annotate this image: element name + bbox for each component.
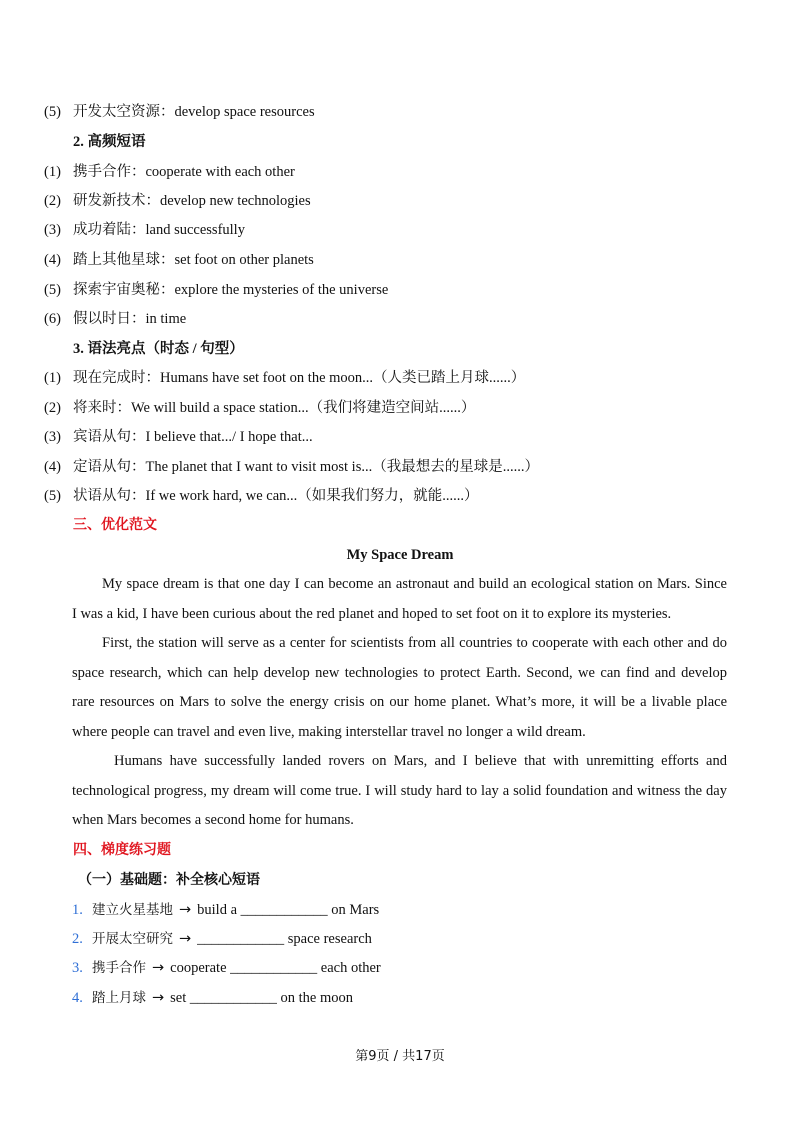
list-item: (1) 携手合作：cooperate with each other xyxy=(44,164,295,180)
list-item: (5) 状语从句：If we work hard, we can...（如果我们努力，就能......） xyxy=(44,488,479,504)
essay-line: Humans have successfully landed rovers on Mars, and I believe that with unremitting efforts and xyxy=(114,753,727,769)
list-item: (3) 宾语从句：I believe that.../ I hope that... xyxy=(44,429,313,445)
list-item: (5) 探索宇宙奥秘：explore the mysteries of the universe xyxy=(44,282,389,298)
arrow-right-icon: → xyxy=(179,902,192,918)
list-item: (3) 成功着陆：land successfully xyxy=(44,222,245,238)
list-item: (2) 将来时：We will build a space station...（我们将建造空间站......） xyxy=(44,400,476,416)
list-item: (6) 假以时日：in time xyxy=(44,311,187,327)
list-item: (1) 现在完成时：Humans have set foot on the moon...（人类已踏上月球......） xyxy=(44,370,526,386)
essay-title: My Space Dream xyxy=(346,547,454,563)
exercise-item: 3. 携手合作 → cooperate ____________ each other xyxy=(72,960,381,976)
arrow-right-icon: → xyxy=(152,990,165,1006)
arrow-right-icon: → xyxy=(179,931,192,947)
essay-line: First, the station will serve as a center for scientists from all countries to cooperate with each other and do xyxy=(102,635,727,651)
exercise-item: 2. 开展太空研究 → ____________ space research xyxy=(72,931,372,947)
essay-line: rare resources on Mars to solve the energy crisis on our home planet. What’s more, it will be a livable place xyxy=(72,694,727,710)
page-number-footer: 第9页 / 共17页 xyxy=(355,1049,445,1064)
section-heading-model-essay: 三、优化范文 xyxy=(73,517,157,533)
section-heading-grammar: 3. 语法亮点（时态 / 句型） xyxy=(73,341,244,357)
exercise-item: 4. 踏上月球 → set ____________ on the moon xyxy=(72,990,354,1006)
arrow-right-icon: → xyxy=(152,960,165,976)
exercise-sub-heading: （一）基础题：补全核心短语 xyxy=(78,872,260,888)
section-heading-phrases: 2. 高频短语 xyxy=(73,134,146,150)
list-item: (4) 定语从句：The planet that I want to visit most is...（我最想去的星球是......） xyxy=(44,459,539,475)
exercise-item: 1. 建立火星基地 → build a ____________ on Mars xyxy=(72,902,380,918)
essay-line: My space dream is that one day I can become an astronaut and build an ecological station on Mars. Since xyxy=(102,576,727,592)
essay-line: where people can travel and even live, making interstellar travel no longer a wild dream. xyxy=(72,724,586,740)
essay-line: technological progress, my dream will come true. I will study hard to lay a solid foundation and witness the day xyxy=(72,783,727,799)
list-item: (4) 踏上其他星球：set foot on other planets xyxy=(44,252,314,268)
essay-line: when Mars becomes a second home for humans. xyxy=(72,812,354,828)
section-heading-exercises: 四、梯度练习题 xyxy=(73,842,171,858)
list-item: (2) 研发新技术：develop new technologies xyxy=(44,193,311,209)
list-item: (5) 开发太空资源：develop space resources xyxy=(44,104,315,120)
essay-line: I was a kid, I have been curious about the red planet and hoped to set foot on it to explore its mysteries. xyxy=(72,606,672,622)
essay-line: space research, which can help develop new technologies to protect Earth. Second, we can find and develop xyxy=(72,665,727,681)
